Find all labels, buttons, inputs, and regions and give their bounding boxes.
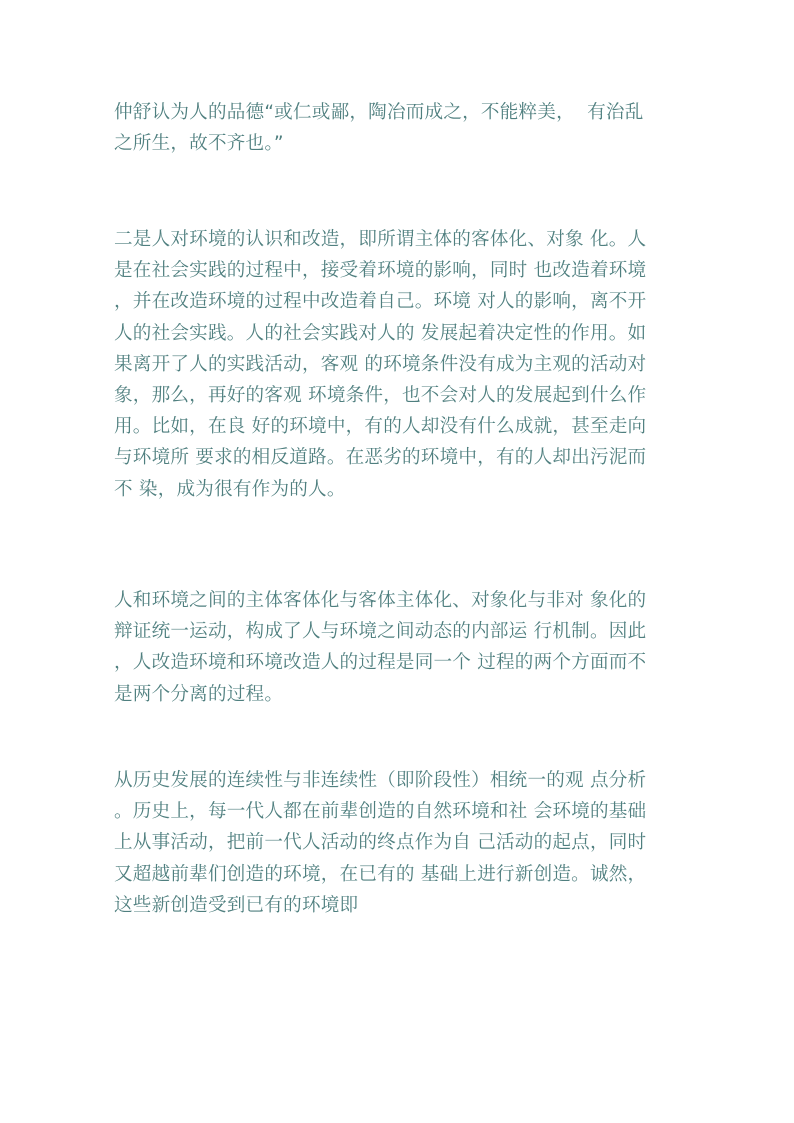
text-line: 人的社会实践。人的社会实践对人的 发展起着决定性的作用。如	[114, 322, 647, 344]
text-line: 之所生，故不齐也。”	[114, 133, 284, 155]
text-line: 从历史发展的连续性与非连续性（即阶段性）相统一的观 点分析	[114, 770, 647, 791]
text-line: 果离开了人的实践活动，客观 的环境条件没有成为主观的活动对	[114, 353, 647, 375]
text-line: 仲舒认为人的品德“或仁或鄙，陶冶而成之，不能粹美， 有治乱	[114, 102, 644, 123]
text-line: 又超越前辈们创造的环境，在已有的 基础上进行新创造。诚然，	[114, 863, 647, 885]
paragraph-4	[114, 765, 694, 921]
text-line: ，并在改造环境的过程中改造着自己。环境 对人的影响，离不开	[114, 291, 647, 313]
text-line: 不 染，成为很有作为的人。	[114, 478, 346, 500]
text-line: 辩证统一运动，构成了人与环境之间动态的内部运 行机制。因此	[114, 621, 647, 643]
text-line: 上从事活动，把前一代人活动的终点作为自 己活动的起点，同时	[114, 832, 647, 854]
text-line: ，人改造环境和环境改造人的过程是同一个 过程的两个方面而不	[114, 652, 647, 674]
text-line: 与环境所 要求的相反道路。在恶劣的环境中，有的人却出污泥而	[114, 447, 647, 469]
text-line: 用。比如，在良 好的环境中，有的人却没有什么成就，甚至走向	[114, 416, 647, 438]
paragraph-2	[114, 224, 694, 505]
text-line: 是在社会实践的过程中，接受着环境的影响，同时 也改造着环境	[114, 260, 647, 282]
paragraph-1	[114, 97, 694, 159]
text-line: 人和环境之间的主体客体化与客体主体化、对象化与非对 象化的	[114, 590, 647, 611]
text-line: 象，那么，再好的客观 环境条件，也不会对人的发展起到什么作	[114, 384, 647, 406]
text-line: 二是人对环境的认识和改造，即所谓主体的客体化、对象 化。人	[114, 229, 647, 250]
text-line: 这些新创造受到已有的环境即	[114, 894, 359, 916]
paragraph-3	[114, 585, 694, 710]
text-line: 是两个分离的过程。	[114, 683, 284, 705]
text-line: 。历史上，每一代人都在前辈创造的自然环境和社 会环境的基础	[114, 801, 647, 823]
